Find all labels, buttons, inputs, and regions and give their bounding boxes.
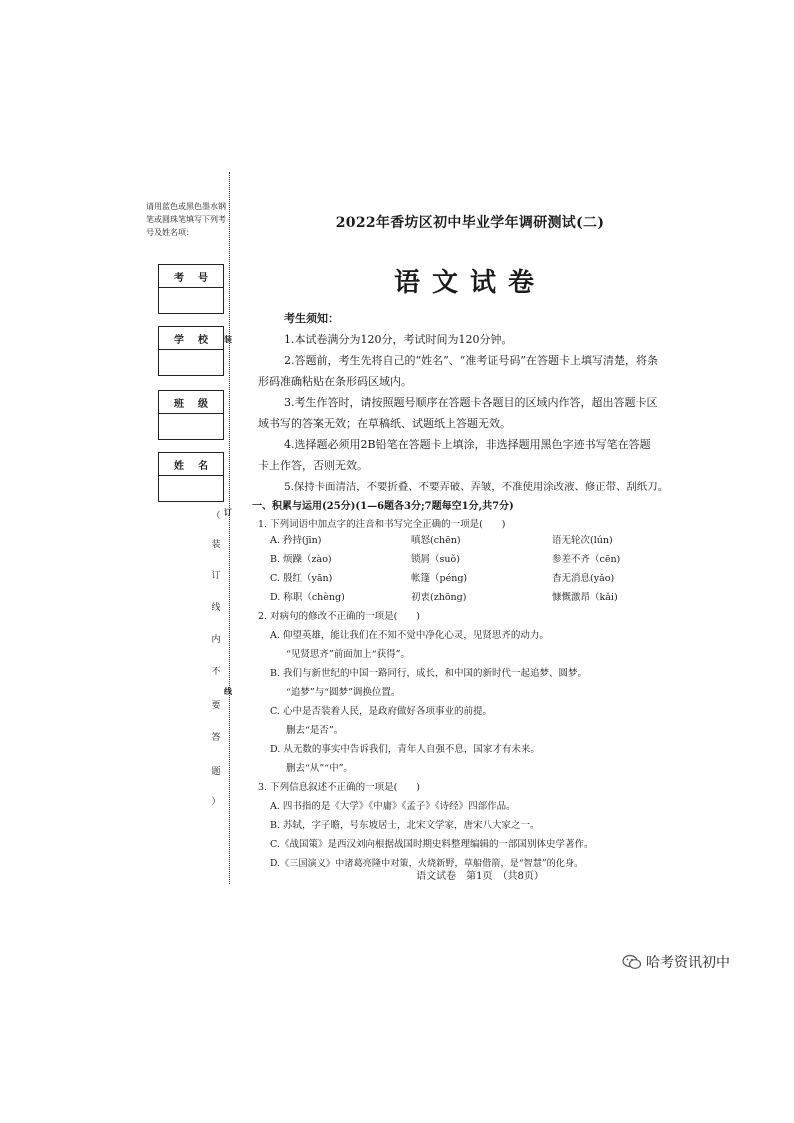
exam-title: 2022年香坊区初中毕业学年调研测试(二) <box>335 215 605 231</box>
binding-dotted-line <box>229 172 230 884</box>
binding-mark-zhuang: 装 <box>224 334 232 344</box>
notice-line: 卡上作答，否则无效。 <box>258 459 368 472</box>
vertical-note-char: 题 <box>211 767 221 777</box>
q2-line: 删去“是否”。 <box>286 725 344 736</box>
binding-mark-ding: 订 <box>224 507 232 517</box>
q1-option-a-3: 语无轮次(lún) <box>552 535 613 546</box>
vertical-note-char: 答 <box>211 733 221 743</box>
school-label: 学校 <box>159 327 223 350</box>
q2-line: B. 我们与新世纪的中国一路同行，成长，和中国的新时代一起追梦、圆梦。 <box>270 668 588 679</box>
notice-line: 5.保持卡面清洁，不要折叠、不要弄破、弄皱，不准使用涂改液、修正带、刮纸刀。 <box>284 481 668 493</box>
vertical-note-char: （ <box>211 511 221 521</box>
q2-line: D. 从无数的事实中告诉我们，青年人自强不息，国家才有未来。 <box>270 744 540 755</box>
class-box[interactable] <box>158 390 224 440</box>
q1-option-b-3: 参差不齐（cēn) <box>552 554 621 565</box>
q1-option-a-2: 嗔怒(chēn) <box>411 535 461 546</box>
q2-line: C. 心中是否装着人民，是政府做好各项事业的前提。 <box>270 706 492 717</box>
q2-line: “追梦”与“圆梦”调换位置。 <box>286 687 401 698</box>
question-2-stem: 2. 对病句的修改不正确的一项是( ) <box>258 611 420 622</box>
watermark <box>622 952 730 972</box>
vertical-note-char: ） <box>211 797 221 807</box>
school-box[interactable] <box>158 326 224 376</box>
exam-number-label: 考号 <box>159 265 223 288</box>
subject-title: 语文试卷 <box>393 268 546 298</box>
q3-line: B. 苏轼，字子瞻，号东坡居士，北宋文学家，唐宋八大家之一。 <box>270 820 540 831</box>
question-3-stem: 3. 下列信息叙述不正确的一项是( ) <box>258 782 420 793</box>
q2-line: “见贤思齐”前面加上“获得”。 <box>286 649 410 660</box>
fill-instruction: 请用蓝色或黑色墨水钢笔或圆珠笔填写下列考号及姓名项： <box>146 202 226 237</box>
wechat-icon <box>622 954 642 970</box>
notice-heading: 考生须知： <box>284 312 339 325</box>
vertical-note-char: 订 <box>211 571 221 581</box>
vertical-note-char: 内 <box>211 635 221 645</box>
notice-line: 3.考生作答时，请按照题号顺序在答题卡各题目的区域内作答，超出答题卡区 <box>284 396 658 409</box>
page-footer: 语文试卷 第1页 （共8页） <box>416 871 544 882</box>
notice-line: 域书写的答案无效；在草稿纸、试题纸上答题无效。 <box>258 417 511 430</box>
q1-option-b-2: 锁屑（suǒ) <box>411 554 460 565</box>
q2-line: A. 仰望英雄，能让我们在不知不觉中净化心灵，见贤思齐的动力。 <box>270 630 549 641</box>
vertical-note-char: 不 <box>211 667 221 677</box>
vertical-note-char: 线 <box>211 603 221 613</box>
notice-line: 1.本试卷满分为120分，考试时间为120分钟。 <box>284 333 513 346</box>
q1-option-d-1: D. 称职（chèng) <box>270 592 345 603</box>
q1-option-d-3: 慷慨激昂（kǎi) <box>552 592 618 603</box>
q1-option-d-2: 初衷(zhōng) <box>411 592 467 603</box>
notice-line: 4.选择题必须用2B铅笔在答题卡上填涂，非选择题用黑色字迹书写笔在答题 <box>284 438 651 451</box>
q3-line: D.《三国演义》中诸葛亮隆中对策，火烧新野，草船借箭，是“智慧”的化身。 <box>270 858 584 869</box>
exam-number-box[interactable] <box>158 264 224 314</box>
name-box[interactable] <box>158 452 224 502</box>
watermark-text: 哈考资讯初中 <box>646 955 730 971</box>
q3-line: A. 四书指的是《大学》《中庸》《孟子》《诗经》四部作品。 <box>270 801 516 812</box>
question-1-stem: 1. 下列词语中加点字的注音和书写完全正确的一项是( ) <box>258 519 506 530</box>
name-label: 姓名 <box>159 453 223 476</box>
q1-option-c-1: C. 殷红（yān) <box>270 573 333 584</box>
q1-option-a-1: A. 矜持(jīn) <box>270 535 322 546</box>
q1-option-b-1: B. 烦躁（zào) <box>270 554 332 565</box>
notice-line: 形码准确粘贴在条形码区域内。 <box>258 375 412 388</box>
class-label: 班级 <box>159 391 223 414</box>
binding-mark-xian: 线 <box>224 686 232 696</box>
q2-line: 删去“从”“中”。 <box>286 763 353 774</box>
section-heading: 一、积累与运用(25分)(1—6题各3分;7题每空1分,共7分) <box>252 501 514 512</box>
q1-option-c-3: 杳无消息(yǎo) <box>552 573 615 584</box>
vertical-note-char: 装 <box>211 540 221 550</box>
vertical-note-char: 要 <box>211 701 221 711</box>
q1-option-c-2: 帐篷（péng) <box>411 573 468 584</box>
notice-line: 2.答题前，考生先将自己的“姓名”、“准考证号码”在答题卡上填写清楚，将条 <box>284 354 658 367</box>
q3-line: C.《战国策》是西汉刘向根据战国时期史料整理编辑的一部国别体史学著作。 <box>270 839 594 850</box>
